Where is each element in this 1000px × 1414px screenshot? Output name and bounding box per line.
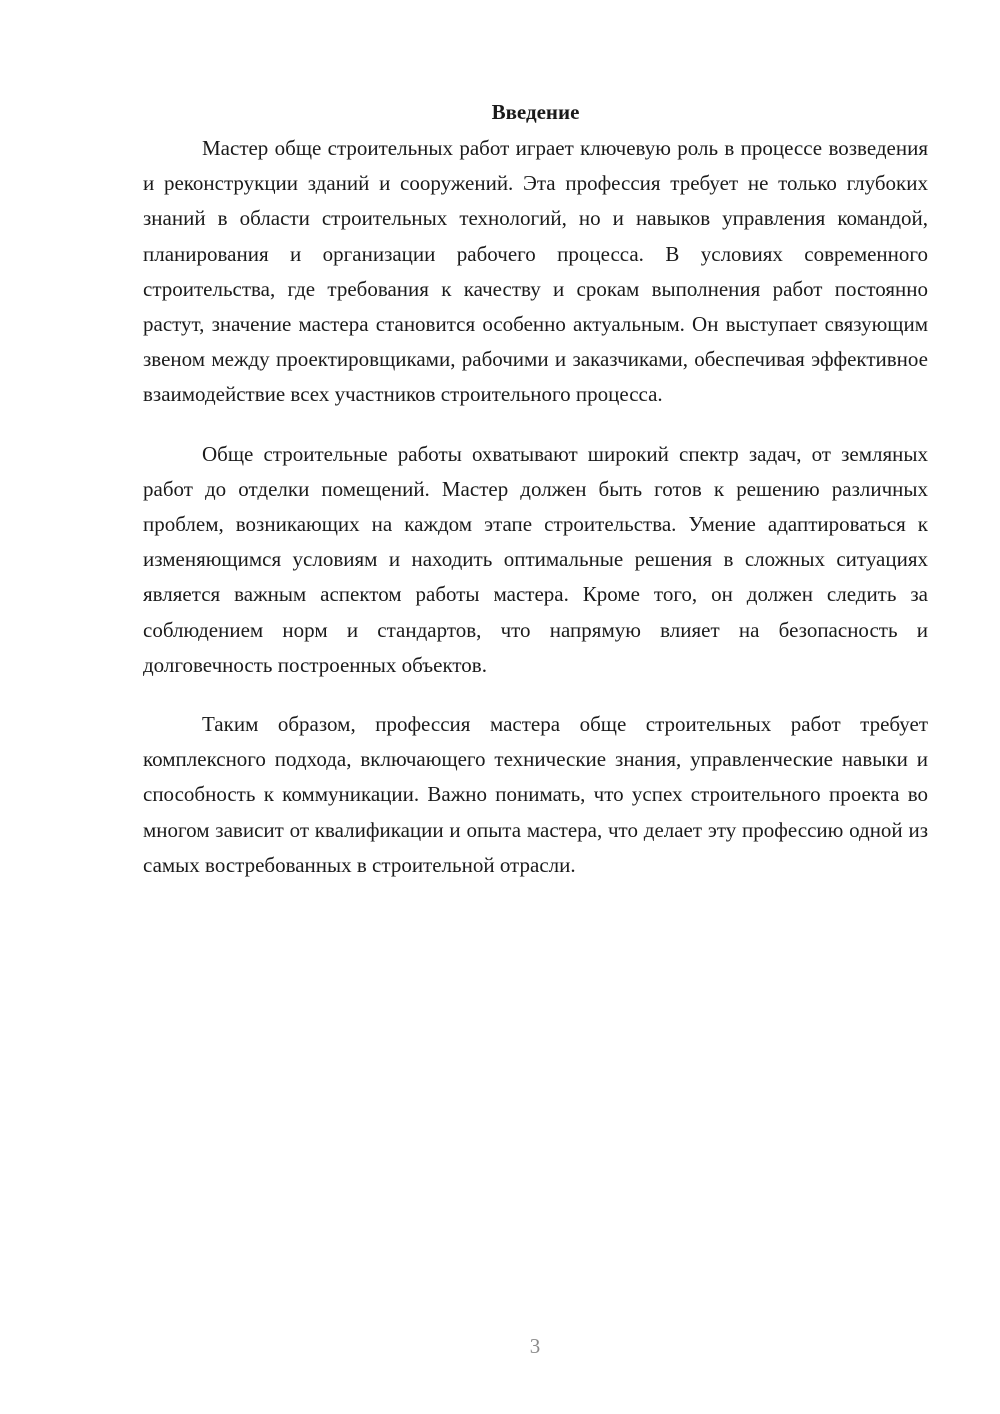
page-content: [143, 97, 928, 907]
paragraph-1: Мастер обще строительных работ играет ключевую роль в процессе возведения и реконструкции зданий и сооружений. Эта профессия требует не только глубоких знаний в области строительных технологий, но и навыков управления командой, планирования и организации рабочего процесса. В условиях современного строительства, где требования к качеству и срокам выполнения работ постоянно растут, значение мастера становится особенно актуальным. Он выступает связующим звеном между проектировщиками, рабочими и заказчиками, обеспечивая эффективное взаимодействие всех участников строительного процесса.: [143, 136, 928, 407]
page-title: Введение: [491, 100, 580, 124]
paragraph-2: Обще строительные работы охватывают широкий спектр задач, от земляных работ до отделки помещений. Мастер должен быть готов к решению различных проблем, возникающих на каждом этапе строительства. Умение адаптироваться к изменяющимся условиям и находить оптимальные решения в сложных ситуациях является важным аспектом работы мастера. Кроме того, он должен следить за соблюдением норм и стандартов, что напрямую влияет на безопасность и долговечность построенных объектов.: [143, 441, 928, 677]
page-number: 3: [529, 1334, 541, 1358]
paragraph-3: Таким образом, профессия мастера обще строительных работ требует комплексного подхода, включающего технические знания, управленческие навыки и способность к коммуникации. Важно понимать, что успех строительного проекта во многом зависит от квалификации и опыта мастера, что делает эту профессию одной из самых востребованных в строительной отрасли.: [143, 712, 928, 877]
